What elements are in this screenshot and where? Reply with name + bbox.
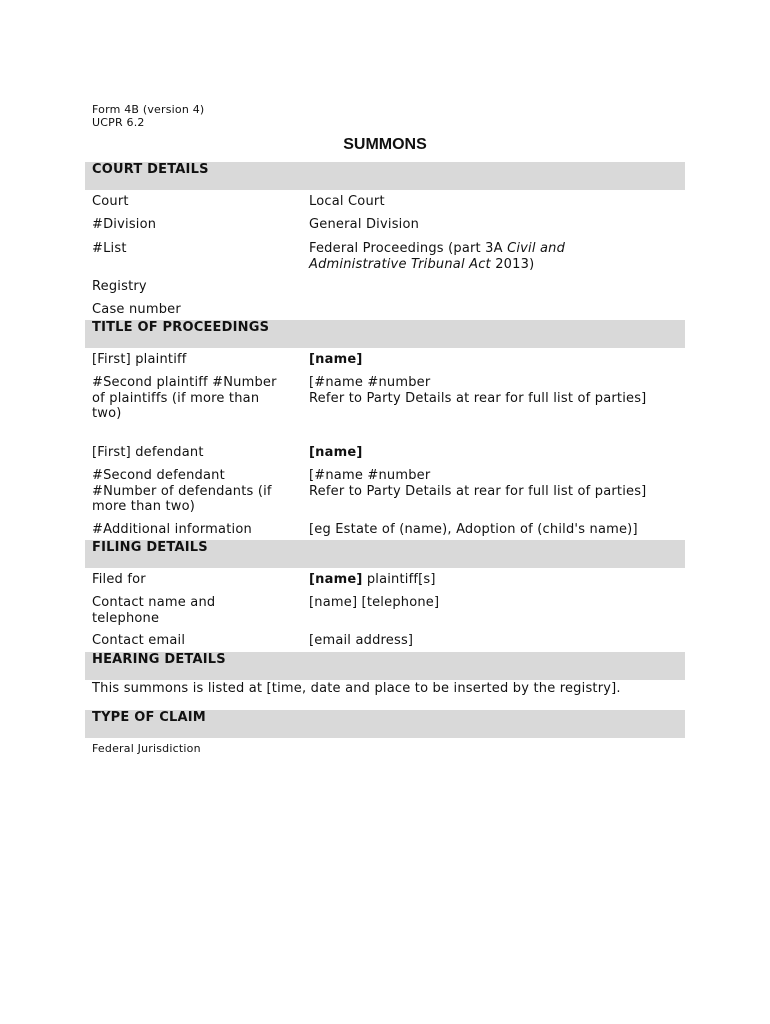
list-value [309,241,689,272]
court-details-heading: COURT DETAILS [92,162,209,177]
title-of-proceedings-header [85,320,685,348]
registry-label: Registry [92,279,147,294]
rule-reference-line: UCPR 6.2 [92,116,145,129]
court-details-header [85,162,685,190]
type-of-claim-heading: TYPE OF CLAIM [92,710,206,725]
contact-label-line-2: telephone [92,610,160,626]
first-plaintiff-value: [name] [309,352,363,367]
division-value: General Division [309,217,420,232]
additional-information-value: [eg Estate of (name), Adoption of (child's name)] [309,522,638,537]
second-plaintiff-label [92,375,297,422]
list-value-text: Federal Proceedings (part 3A [309,241,508,256]
list-value-year: 2013) [490,256,535,272]
case-number-label: Case number [92,302,181,317]
second-defendant-value-line-1: [#name #number [309,468,431,483]
list-label: #List [92,241,127,256]
list-value-act-name-2: Administrative Tribunal Act [309,256,491,272]
second-defendant-label-line-1: #Second defendant [92,468,225,483]
page-title: SUMMONS [343,136,427,153]
filed-for-label: Filed for [92,572,146,587]
contact-email-value: [email address] [309,633,414,648]
additional-information-label: #Additional information [92,522,252,537]
filed-for-role: plaintiff[s] [362,572,436,587]
second-defendant-label-line-2: #Number of defendants (if [92,483,272,499]
court-value: Local Court [309,194,385,209]
second-defendant-value [309,468,689,499]
type-of-claim-header [85,710,685,738]
division-label: #Division [92,217,157,232]
contact-label [92,595,297,626]
contact-email-label: Contact email [92,633,186,648]
contact-value: [name] [telephone] [309,595,440,610]
contact-label-line-1: Contact name and [92,595,216,610]
filing-details-header [85,540,685,568]
first-defendant-value: [name] [309,445,363,460]
filed-for-name: [name] [309,572,363,587]
second-defendant-value-line-2: Refer to Party Details at rear for full list of parties] [309,483,647,499]
filing-details-heading: FILING DETAILS [92,540,208,555]
second-plaintiff-label-line-2: of plaintiffs (if more than [92,390,260,406]
filed-for-value [309,572,689,588]
hearing-details-heading: HEARING DETAILS [92,652,226,667]
court-label: Court [92,194,129,209]
second-plaintiff-value-line-2: Refer to Party Details at rear for full list of parties] [309,390,647,406]
first-defendant-label: [First] defendant [92,445,204,460]
first-plaintiff-label: [First] plaintiff [92,352,187,367]
list-value-act-name-1: Civil and [507,241,566,256]
second-plaintiff-label-line-3: two) [92,406,122,421]
second-plaintiff-value-line-1: [#name #number [309,375,431,390]
second-plaintiff-value [309,375,689,406]
hearing-details-header [85,652,685,680]
second-plaintiff-label-line-1: #Second plaintiff #Number [92,375,277,390]
type-of-claim-value: Federal Jurisdiction [92,742,201,755]
second-defendant-label [92,468,297,515]
title-of-proceedings-heading: TITLE OF PROCEEDINGS [92,320,270,335]
hearing-details-text: This summons is listed at [time, date and place to be inserted by the registry]. [92,681,621,696]
form-version-line: Form 4B (version 4) [92,103,205,116]
second-defendant-label-line-3: more than two) [92,499,196,514]
